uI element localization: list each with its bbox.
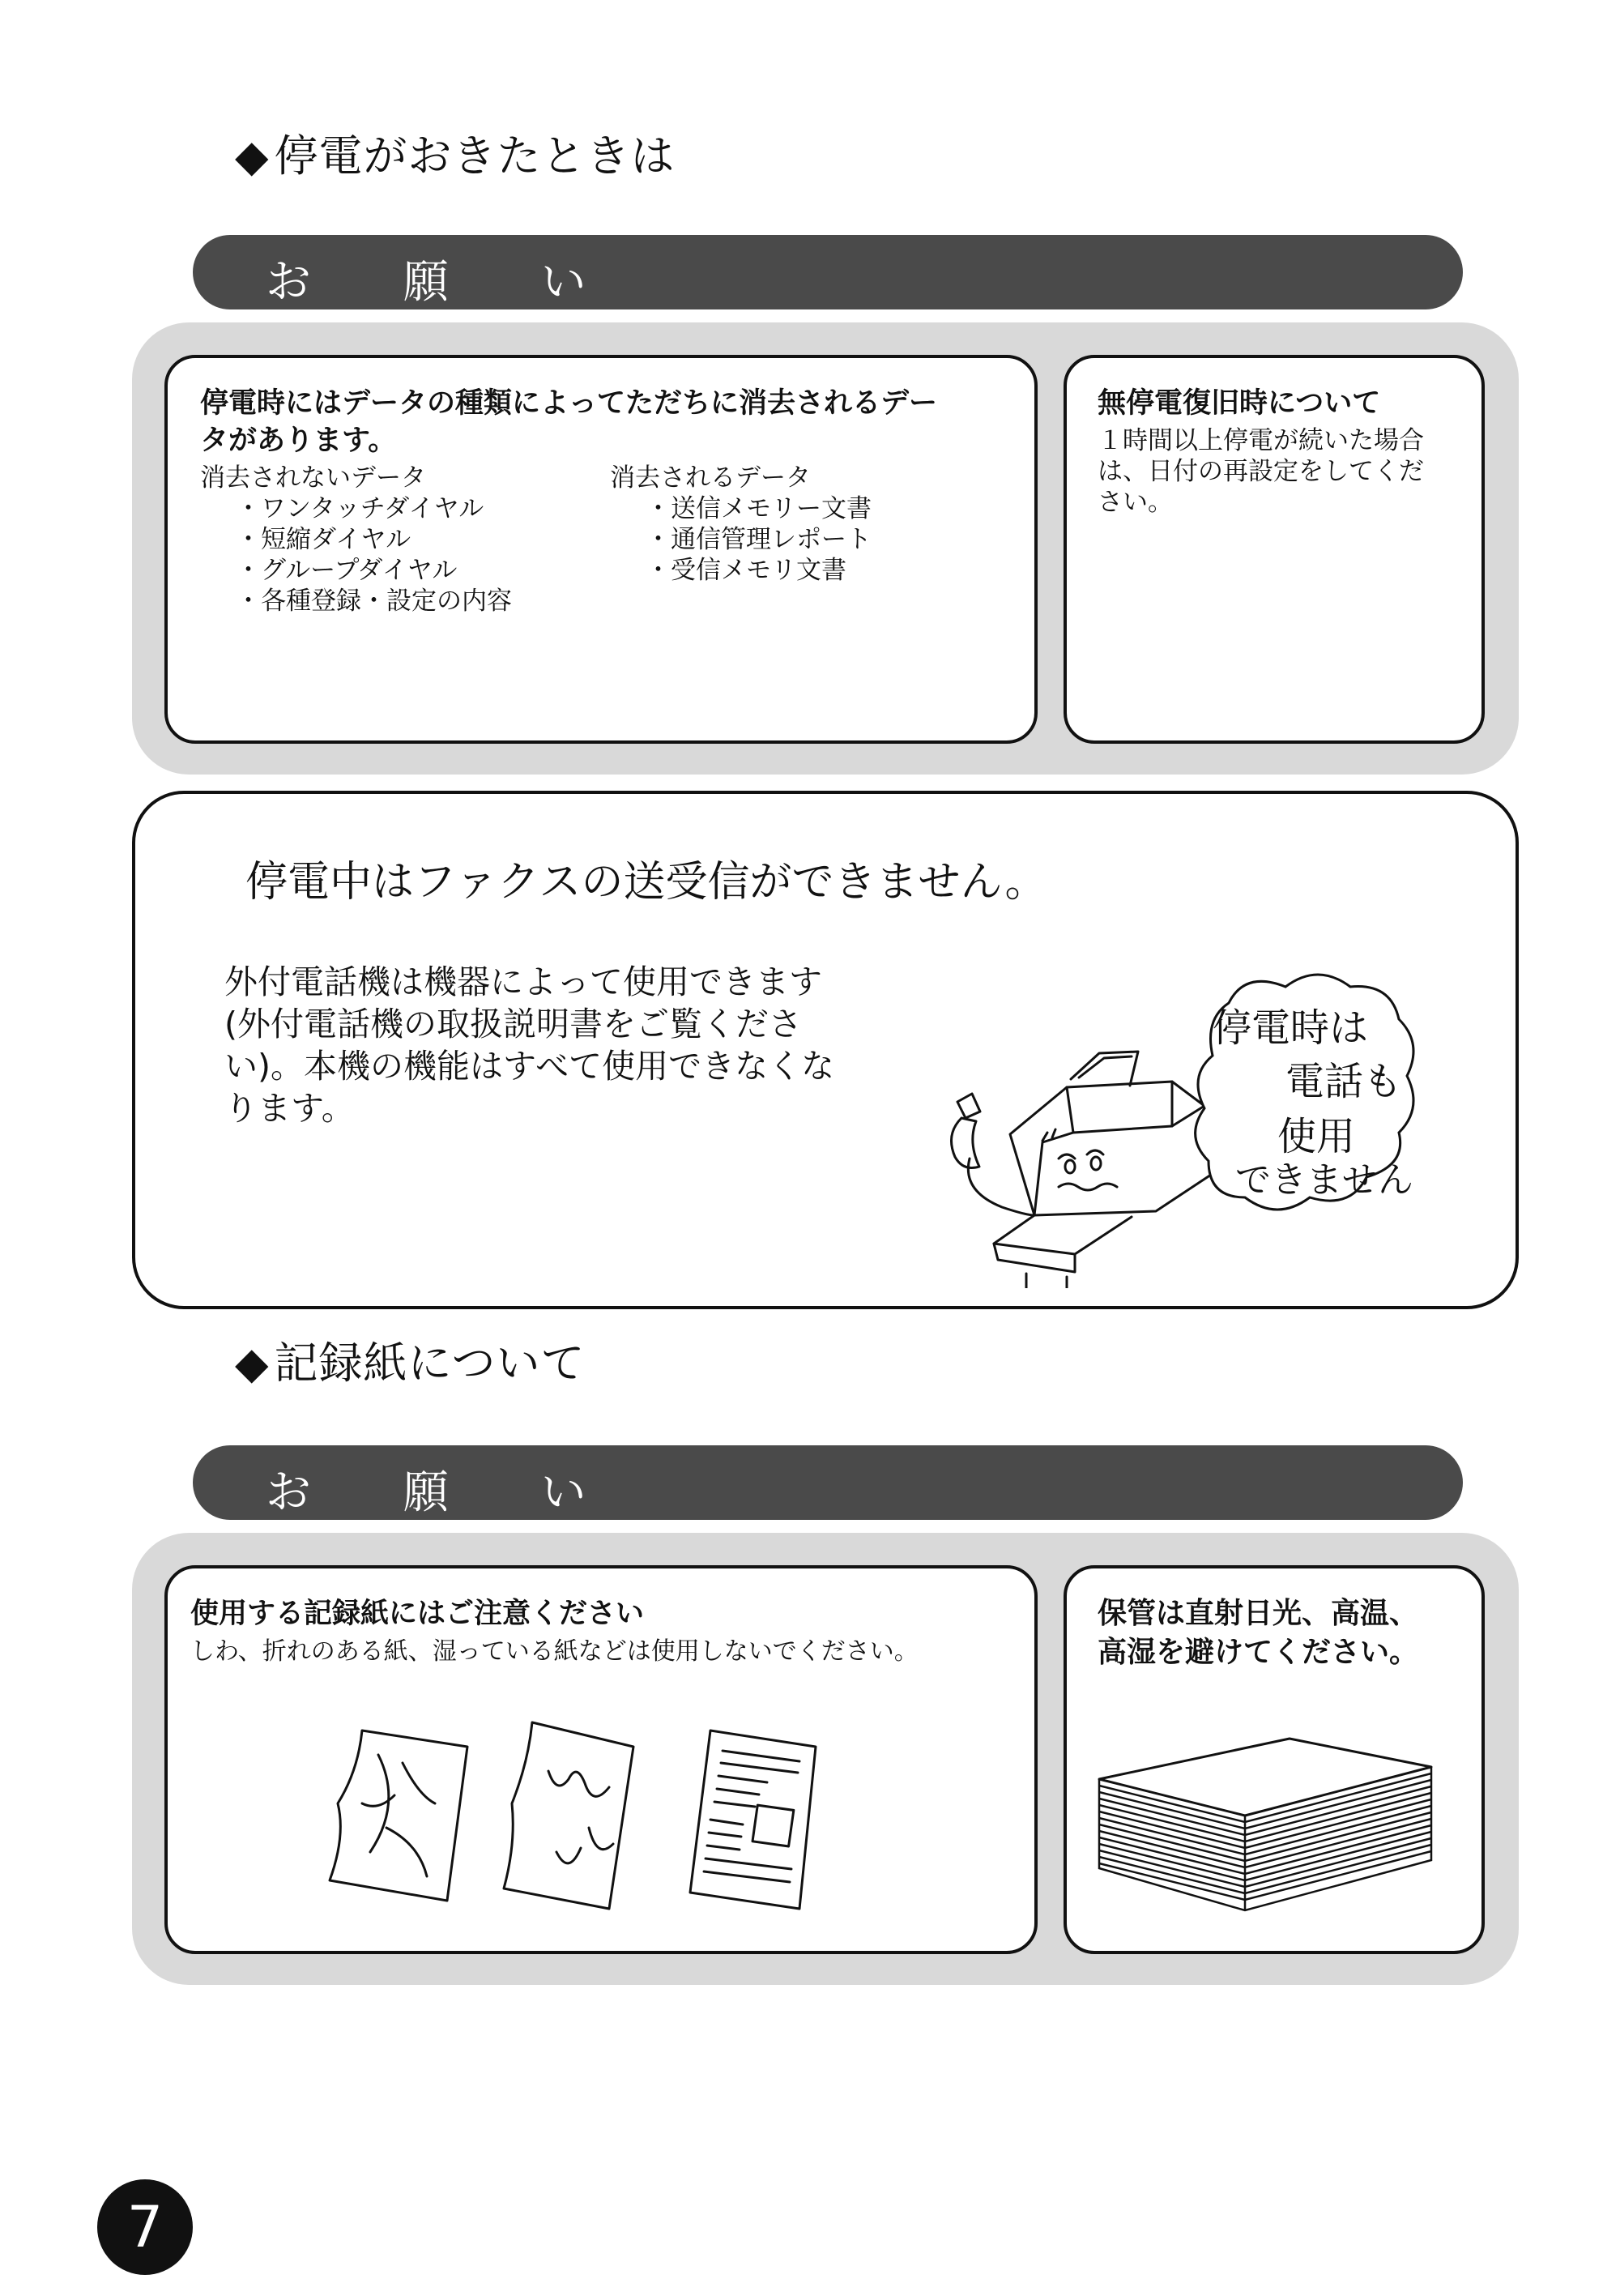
box-text-line: は、日付の再設定をしてくだ bbox=[1098, 457, 1424, 486]
box-title: 無停電復旧時について bbox=[1098, 387, 1381, 420]
bubble-text-line: 使用 bbox=[1277, 1114, 1356, 1159]
box-title-line2: タがあります。 bbox=[200, 425, 397, 457]
fax-outage-notice bbox=[132, 791, 1519, 1309]
box-title-line1: 停電時にはデータの種類によってただちに消去されるデー bbox=[200, 387, 938, 420]
box-text-line: 保管は直射日光、高温、 bbox=[1098, 1597, 1419, 1630]
notice-text-line: (外付電話機の取扱説明書をご覧くださ bbox=[224, 1005, 802, 1043]
box-text: しわ、折れのある紙、湿っている紙などは使用しないでください。 bbox=[190, 1637, 919, 1666]
kept-data-label: 消去されないデータ bbox=[200, 463, 426, 493]
diamond-icon: ◆ bbox=[235, 1338, 270, 1389]
list-item: ・ワンタッチダイヤル bbox=[236, 494, 484, 523]
bubble-text-line: できません bbox=[1235, 1159, 1413, 1201]
list-item: ・グループダイヤル bbox=[236, 556, 458, 585]
notice-banner: お 願 い bbox=[193, 1445, 1463, 1520]
paper-stack-illustration bbox=[1091, 1731, 1447, 1917]
notice-text-line: 外付電話機は機器によって使用できます bbox=[224, 962, 822, 1001]
paper-storage-box bbox=[1064, 1565, 1485, 1954]
page-number: 7 bbox=[97, 2179, 193, 2275]
box-text-line: さい。 bbox=[1098, 488, 1173, 517]
notice-title: 停電中はファクスの送受信ができません。 bbox=[245, 858, 1047, 907]
damaged-paper-illustration bbox=[313, 1714, 897, 1925]
bubble-text-line: 電話も bbox=[1285, 1059, 1403, 1104]
list-item: ・短縮ダイヤル bbox=[236, 525, 411, 554]
notice-text-line: い)。本機の機能はすべて使用できなくな bbox=[224, 1047, 835, 1086]
box-text-line: １時間以上停電が続いた場合 bbox=[1098, 426, 1424, 455]
list-item: ・受信メモリ文書 bbox=[646, 556, 846, 585]
bubble-text-line: 停電時は bbox=[1213, 1005, 1369, 1051]
diamond-icon: ◆ bbox=[235, 130, 270, 181]
box-title: 使用する記録紙にはご注意ください bbox=[190, 1598, 645, 1630]
list-item: ・通信管理レポート bbox=[646, 525, 872, 554]
list-item: ・送信メモリー文書 bbox=[646, 494, 872, 523]
data-erasure-box bbox=[164, 355, 1038, 744]
erased-data-label: 消去されるデータ bbox=[610, 463, 811, 493]
section-heading-paper: ◆ 記録紙について bbox=[235, 1338, 586, 1389]
box-text-line: 高湿を避けてください。 bbox=[1098, 1636, 1419, 1669]
power-restore-box bbox=[1064, 355, 1485, 744]
section-heading-power-outage: ◆ 停電がおきたときは bbox=[235, 130, 676, 181]
notice-banner: お 願 い bbox=[193, 235, 1463, 309]
list-item: ・各種登録・設定の内容 bbox=[236, 587, 512, 616]
paper-caution-box bbox=[164, 1565, 1038, 1954]
notice-text-line: ります。 bbox=[224, 1089, 355, 1128]
